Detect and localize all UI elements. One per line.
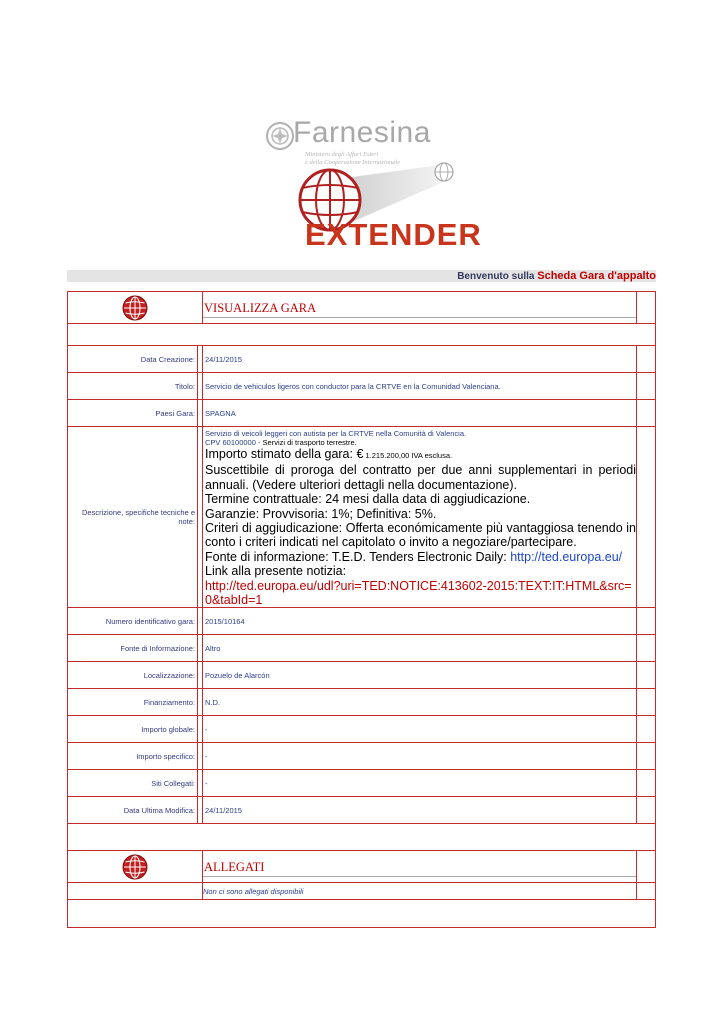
welcome-bar xyxy=(67,270,656,282)
desc-fonte xyxy=(205,550,636,564)
spacer-row xyxy=(68,324,656,346)
brand-name: Farnesina xyxy=(293,116,431,149)
row-siti xyxy=(68,770,656,797)
desc-p4: Criteri di aggiudicazione: Offerta económicamente più vantaggiosa tenendo in conto i criteri indicati nel capitolato o invito a negoziare/partecipare. xyxy=(205,521,636,550)
section-header-allegati xyxy=(68,851,656,883)
section-title-allegati: ALLEGATI xyxy=(203,856,636,877)
cpv-description: Servizi di trasporto terrestre. xyxy=(260,438,357,447)
label-ultima-modifica: Data Ultima Modifica: xyxy=(68,797,198,824)
value-importo-globale: - xyxy=(203,716,637,743)
description-block xyxy=(205,427,636,607)
label-localizzazione: Localizzazione: xyxy=(68,662,198,689)
importo-label: Importo stimato della gara: € xyxy=(205,447,364,461)
desc-p3: Garanzie: Provvisoria: 1%; Definitiva: 5%. xyxy=(205,506,437,521)
label-paesi: Paesi Gara: xyxy=(68,400,198,427)
row-finanziamento xyxy=(68,689,656,716)
row-paesi xyxy=(68,400,656,427)
label-fonte: Fonte di Informazione: xyxy=(68,635,198,662)
row-allegati-empty xyxy=(68,883,656,900)
importo-value: 1.215.200,00 IVA esclusa. xyxy=(363,451,453,460)
value-importo-specifico: - xyxy=(203,743,637,770)
label-importo-specifico: Importo specifico: xyxy=(68,743,198,770)
label-importo-globale: Importo globale: xyxy=(68,716,198,743)
row-titolo xyxy=(68,373,656,400)
welcome-title: Scheda Gara d'appalto xyxy=(537,270,656,282)
row-ultima-modifica xyxy=(68,797,656,824)
label-numero: Numero identificativo gara: xyxy=(68,608,198,635)
brand-subtitle-1: Ministero degli Affari Esteri xyxy=(305,151,379,158)
fonte-text: Fonte di informazione: T.E.D. Tenders Electronic Daily: xyxy=(205,549,511,564)
section-title-visualizza: VISUALIZZA GARA xyxy=(203,297,636,318)
label-siti: Siti Collegati: xyxy=(68,770,198,797)
desc-p2: Termine contrattuale: 24 mesi dalla data di aggiudicazione. xyxy=(205,492,531,507)
globe-icon xyxy=(122,295,148,321)
gara-table xyxy=(67,291,656,928)
welcome-prefix: Benvenuto sulla xyxy=(457,271,535,282)
label-data-creazione: Data Creazione: xyxy=(68,346,198,373)
value-data-creazione: 24/11/2015 xyxy=(203,346,637,373)
desc-importo xyxy=(205,447,636,463)
value-localizzazione: Pozuelo de Alarcón xyxy=(203,662,637,689)
row-importo-globale xyxy=(68,716,656,743)
globe-icon xyxy=(122,854,148,880)
value-titolo: Servicio de vehiculos ligeros con conductor para la CRTVE en la Comunidad Valenciana. xyxy=(203,373,637,400)
label-finanziamento: Finanziamento: xyxy=(68,689,198,716)
value-finanziamento: N.D. xyxy=(203,689,637,716)
spacer-row xyxy=(68,900,656,928)
notice-link[interactable]: http://ted.europa.eu/udl?uri=TED:NOTICE:413602-2015:TEXT:IT:HTML&src=0&tabId=1 xyxy=(205,578,632,608)
value-numero: 2015/10164 xyxy=(203,608,637,635)
value-fonte: Altro xyxy=(203,635,637,662)
spacer-row xyxy=(68,824,656,851)
label-descrizione: Descrizione, specifiche tecniche e note: xyxy=(68,427,198,608)
row-importo-specifico xyxy=(68,743,656,770)
value-siti: - xyxy=(203,770,637,797)
value-paesi: SPAGNA xyxy=(203,400,637,427)
label-titolo: Titolo: xyxy=(68,373,198,400)
row-localizzazione xyxy=(68,662,656,689)
row-fonte xyxy=(68,635,656,662)
no-attachments-text: Non ci sono allegati disponibili xyxy=(203,883,637,900)
extender-logo xyxy=(290,160,482,255)
brand-subtitle-2: e della Cooperazione Internazionale xyxy=(305,159,401,166)
cpv-code: CPV 60100000 - xyxy=(205,438,261,447)
extender-wordmark: EXTENDER xyxy=(305,217,482,252)
emblem-icon xyxy=(265,121,295,151)
desc-cpv xyxy=(205,438,636,447)
section-header-gara xyxy=(68,292,656,324)
row-descrizione xyxy=(68,427,656,608)
desc-p1: Suscettibile di proroga del contratto per due anni supplementari in periodi annuali. (Vedere ulteriori dettagli nella documentazione). xyxy=(205,463,636,492)
desc-link-label: Link alla presente notizia: xyxy=(205,564,347,579)
desc-line1: Servizio di veicoli leggeri con autista per la CRTVE nella Comunità di Valencia. xyxy=(205,429,467,438)
ted-link[interactable]: http://ted.europa.eu/ xyxy=(510,549,623,564)
row-numero xyxy=(68,608,656,635)
row-data-creazione xyxy=(68,346,656,373)
value-ultima-modifica: 24/11/2015 xyxy=(203,797,637,824)
